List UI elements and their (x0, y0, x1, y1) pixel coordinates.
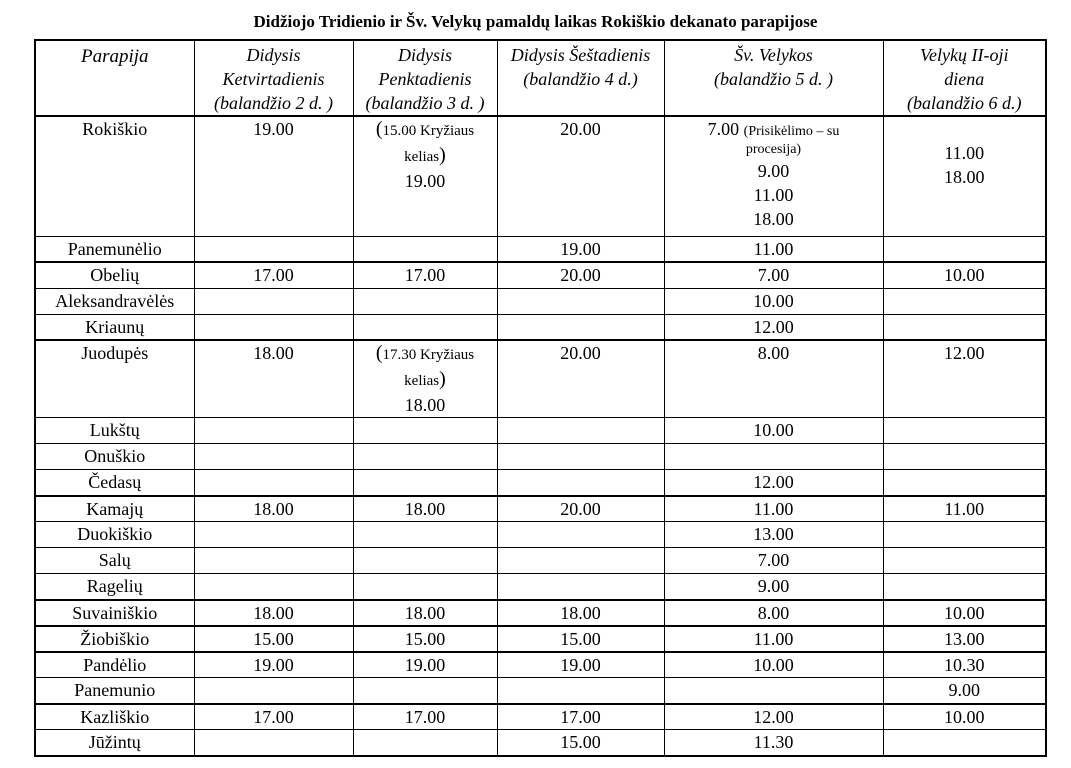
easter-cell (664, 288, 883, 314)
time-value: 9.00 (948, 680, 980, 700)
note-text: kelias (404, 373, 440, 389)
easter-monday-cell (883, 626, 1046, 652)
time-value: 20.00 (560, 119, 601, 139)
thursday-cell (194, 574, 353, 600)
time-value: 20.00 (560, 343, 601, 363)
easter-monday-cell (883, 470, 1046, 496)
thursday-cell (194, 444, 353, 470)
header-line: Penktadienis (378, 69, 472, 89)
table-row (35, 116, 1046, 236)
time-value: 15.00 (253, 628, 294, 649)
friday-cell (353, 418, 497, 444)
resurrection-mass (665, 117, 883, 141)
time-value: 11.00 (753, 628, 794, 649)
time-value: 10.00 (753, 654, 794, 675)
friday-cell (353, 116, 497, 236)
parish-name: Juodupės (81, 343, 149, 363)
thursday-cell (194, 236, 353, 262)
header-line: (balandžio 5 d. ) (714, 69, 833, 89)
time-value: 17.00 (253, 265, 294, 285)
easter-cell (664, 340, 883, 418)
paren-close: ) (439, 368, 446, 390)
easter-cell (664, 574, 883, 600)
parish-name: Panemunėlio (67, 238, 162, 259)
time-value: 7.00 (707, 119, 744, 139)
thursday-cell (194, 496, 353, 522)
note-text: kelias (404, 149, 440, 165)
thursday-cell (194, 470, 353, 496)
schedule-table (34, 39, 1047, 757)
time-value: 12.00 (753, 706, 794, 727)
saturday-cell (497, 496, 664, 522)
easter-cell (664, 600, 883, 626)
time-value: 17.00 (560, 706, 601, 727)
table-row (35, 574, 1046, 600)
time-value: 8.00 (757, 343, 790, 363)
friday-cell (353, 340, 497, 418)
time-value: 15.00 (560, 628, 601, 649)
thursday-cell (194, 340, 353, 418)
saturday-cell (497, 444, 664, 470)
time-value: 10.00 (944, 706, 985, 727)
friday-cell (353, 548, 497, 574)
time-value: 18.00 (404, 602, 446, 623)
page-title: Didžiojo Tridienio ir Šv. Velykų pamaldų laikas Rokiškio dekanato parapijose (253, 12, 818, 31)
time-value: 13.00 (944, 628, 985, 649)
parish-cell (35, 418, 194, 444)
table-row (35, 496, 1046, 522)
paren-close: ) (439, 144, 446, 166)
saturday-cell (497, 470, 664, 496)
easter-cell (664, 470, 883, 496)
thursday-cell (194, 548, 353, 574)
time-value: 10.30 (944, 654, 985, 675)
time-value: 17.00 (253, 706, 294, 727)
saturday-cell (497, 704, 664, 730)
friday-cell (353, 600, 497, 626)
table-row (35, 444, 1046, 470)
thursday-cell (194, 600, 353, 626)
time-value: 13.00 (753, 524, 794, 544)
parish-cell (35, 652, 194, 678)
parish-cell (35, 730, 194, 756)
table-header (35, 40, 1046, 116)
easter-monday-cell (883, 704, 1046, 730)
saturday-cell (497, 548, 664, 574)
easter-cell (664, 522, 883, 548)
friday-cell (353, 314, 497, 340)
time-value: 15.00 (560, 732, 601, 752)
parish-cell (35, 314, 194, 340)
table-row (35, 288, 1046, 314)
time-value: 18.00 (253, 602, 294, 623)
way-of-cross-note-cont (354, 143, 497, 169)
header-line: (balandžio 4 d.) (523, 69, 638, 89)
table-row (35, 236, 1046, 262)
note-text: (Prisikėlimo – su (743, 124, 840, 139)
easter-cell (664, 626, 883, 652)
thursday-cell (194, 678, 353, 704)
col-friday-header (353, 40, 497, 116)
thursday-cell (194, 418, 353, 444)
time-value: 12.00 (753, 472, 794, 492)
parish-cell (35, 574, 194, 600)
saturday-cell (497, 678, 664, 704)
thursday-cell (194, 704, 353, 730)
time-value: 9.00 (757, 161, 790, 181)
friday-cell (353, 574, 497, 600)
parish-name: Salų (98, 550, 131, 570)
time-value: 9.00 (757, 576, 790, 596)
friday-cell (353, 444, 497, 470)
parish-name: Suvainiškio (72, 602, 158, 623)
thursday-cell (194, 262, 353, 288)
friday-cell (353, 626, 497, 652)
col-saturday-header (497, 40, 664, 116)
time-value: 7.00 (757, 265, 790, 285)
time-value: 19.00 (560, 654, 601, 675)
saturday-cell (497, 418, 664, 444)
table-row (35, 704, 1046, 730)
time-value: 11.00 (753, 498, 794, 519)
header-line: (balandžio 2 d. ) (214, 93, 333, 113)
time-value: 18.00 (404, 498, 446, 519)
saturday-cell (497, 340, 664, 418)
time-value: 10.00 (753, 420, 794, 440)
time-value: 19.00 (560, 238, 601, 259)
easter-cell (664, 496, 883, 522)
parish-name: Lukštų (89, 420, 140, 440)
parish-name: Kriaunų (85, 316, 145, 337)
time-value: 11.00 (944, 143, 985, 163)
col-easter-header (664, 40, 883, 116)
parish-name: Kazliškio (80, 706, 150, 727)
thursday-cell (194, 314, 353, 340)
table-row (35, 418, 1046, 444)
time-value: 11.00 (944, 498, 985, 519)
note-text: 15.00 Kryžiaus (382, 123, 475, 139)
saturday-cell (497, 288, 664, 314)
time-value: 19.00 (404, 171, 446, 191)
header-line: Velykų II-oji (920, 45, 1009, 65)
easter-monday-cell (883, 652, 1046, 678)
parish-name: Čedasų (88, 472, 142, 492)
friday-cell (353, 288, 497, 314)
parish-cell (35, 340, 194, 418)
easter-cell (664, 678, 883, 704)
easter-cell (664, 730, 883, 756)
parish-cell (35, 262, 194, 288)
easter-monday-cell (883, 340, 1046, 418)
table-row (35, 600, 1046, 626)
header-line: Šv. Velykos (734, 45, 813, 65)
friday-cell (353, 496, 497, 522)
col-easter-monday-header (883, 40, 1046, 116)
easter-monday-cell (883, 418, 1046, 444)
friday-cell (353, 704, 497, 730)
parish-cell (35, 116, 194, 236)
thursday-cell (194, 730, 353, 756)
friday-cell (353, 730, 497, 756)
saturday-cell (497, 626, 664, 652)
time-value: 7.00 (757, 550, 790, 570)
friday-cell (353, 236, 497, 262)
saturday-cell (497, 730, 664, 756)
time-value: 20.00 (560, 498, 601, 519)
parish-cell (35, 704, 194, 730)
easter-monday-cell (883, 522, 1046, 548)
table-row (35, 340, 1046, 418)
parish-name: Duokiškio (77, 524, 153, 544)
time-value: 10.00 (753, 290, 794, 311)
easter-monday-cell (883, 262, 1046, 288)
time-value: 8.00 (757, 602, 790, 623)
easter-cell (664, 262, 883, 288)
easter-cell (664, 652, 883, 678)
easter-cell (664, 418, 883, 444)
friday-cell (353, 262, 497, 288)
paren-open: ( (375, 342, 383, 364)
note-text: 17.30 Kryžiaus (382, 347, 475, 363)
time-value: 19.00 (253, 119, 294, 139)
saturday-cell (497, 574, 664, 600)
way-of-cross-note (354, 341, 497, 367)
parish-cell (35, 444, 194, 470)
header-line: Didysis (246, 45, 301, 65)
time-value: 11.00 (753, 185, 794, 205)
saturday-cell (497, 314, 664, 340)
parish-name: Panemunio (74, 680, 156, 700)
thursday-cell (194, 652, 353, 678)
saturday-cell (497, 652, 664, 678)
table-row (35, 626, 1046, 652)
parish-name: Kamajų (86, 498, 144, 519)
way-of-cross-note-cont (354, 367, 497, 393)
time-value: 17.00 (404, 265, 446, 285)
time-value: 11.30 (753, 732, 794, 752)
saturday-cell (497, 262, 664, 288)
parish-name: Aleksandravėlės (55, 290, 175, 311)
note-text: procesija) (745, 142, 802, 157)
paren-open: ( (375, 118, 383, 140)
parish-name: Jūžintų (88, 732, 141, 752)
table-row (35, 470, 1046, 496)
time-value: 20.00 (560, 265, 601, 285)
easter-monday-cell (883, 574, 1046, 600)
easter-monday-cell (883, 444, 1046, 470)
parish-name: Onuškio (84, 446, 146, 466)
easter-monday-cell (883, 116, 1046, 236)
parish-name: Pandėlio (83, 654, 147, 675)
time-value: 12.00 (944, 343, 985, 363)
time-value: 19.00 (253, 654, 294, 675)
easter-monday-cell (883, 730, 1046, 756)
parish-name: Obelių (90, 265, 140, 285)
time-value: 10.00 (944, 602, 985, 623)
header-line: diena (944, 69, 985, 89)
parish-cell (35, 496, 194, 522)
thursday-cell (194, 288, 353, 314)
parish-cell (35, 522, 194, 548)
saturday-cell (497, 236, 664, 262)
easter-monday-cell (883, 288, 1046, 314)
way-of-cross-note (354, 117, 497, 143)
easter-monday-cell (883, 678, 1046, 704)
time-value: 18.00 (753, 209, 794, 229)
easter-monday-cell (883, 314, 1046, 340)
thursday-cell (194, 116, 353, 236)
saturday-cell (497, 116, 664, 236)
parish-cell (35, 470, 194, 496)
thursday-cell (194, 626, 353, 652)
table-row (35, 262, 1046, 288)
parish-name: Rokiškio (82, 119, 148, 139)
friday-cell (353, 652, 497, 678)
parish-cell (35, 548, 194, 574)
parish-cell (35, 236, 194, 262)
easter-cell (664, 116, 883, 236)
header-line: Ketvirtadienis (222, 69, 325, 89)
saturday-cell (497, 600, 664, 626)
easter-cell (664, 444, 883, 470)
header-line: Parapija (80, 46, 149, 67)
header-line: Didysis Šeštadienis (510, 45, 651, 65)
thursday-cell (194, 522, 353, 548)
time-value: 18.00 (253, 498, 294, 519)
col-thursday-header (194, 40, 353, 116)
table-row (35, 522, 1046, 548)
easter-cell (664, 548, 883, 574)
easter-cell (664, 704, 883, 730)
parish-name: Ragelių (86, 576, 143, 596)
parish-name: Žiobiškio (80, 628, 150, 649)
time-value: 12.00 (753, 316, 794, 337)
parish-cell (35, 626, 194, 652)
easter-monday-cell (883, 548, 1046, 574)
header-line: (balandžio 3 d. ) (365, 93, 485, 113)
time-value: 10.00 (944, 265, 985, 285)
table-row (35, 678, 1046, 704)
header-line: Didysis (398, 45, 452, 65)
time-value: 18.00 (560, 602, 601, 623)
time-value: 15.00 (404, 628, 446, 649)
friday-cell (353, 678, 497, 704)
parish-cell (35, 600, 194, 626)
time-value: 19.00 (404, 654, 446, 675)
parish-cell (35, 678, 194, 704)
friday-cell (353, 522, 497, 548)
time-value: 18.00 (404, 395, 446, 415)
table-row (35, 730, 1046, 756)
time-value: 18.00 (944, 167, 985, 187)
table-row (35, 314, 1046, 340)
easter-cell (664, 314, 883, 340)
time-value: 18.00 (253, 343, 294, 363)
friday-cell (353, 470, 497, 496)
easter-cell (664, 236, 883, 262)
table-row (35, 652, 1046, 678)
col-parapija-header (35, 40, 194, 116)
saturday-cell (497, 522, 664, 548)
time-value: 17.00 (404, 706, 446, 727)
easter-monday-cell (883, 600, 1046, 626)
header-line: (balandžio 6 d.) (907, 93, 1022, 113)
table-body (35, 116, 1046, 756)
easter-monday-cell (883, 496, 1046, 522)
time-value: 11.00 (753, 238, 794, 259)
parish-cell (35, 288, 194, 314)
easter-monday-cell (883, 236, 1046, 262)
table-row (35, 548, 1046, 574)
